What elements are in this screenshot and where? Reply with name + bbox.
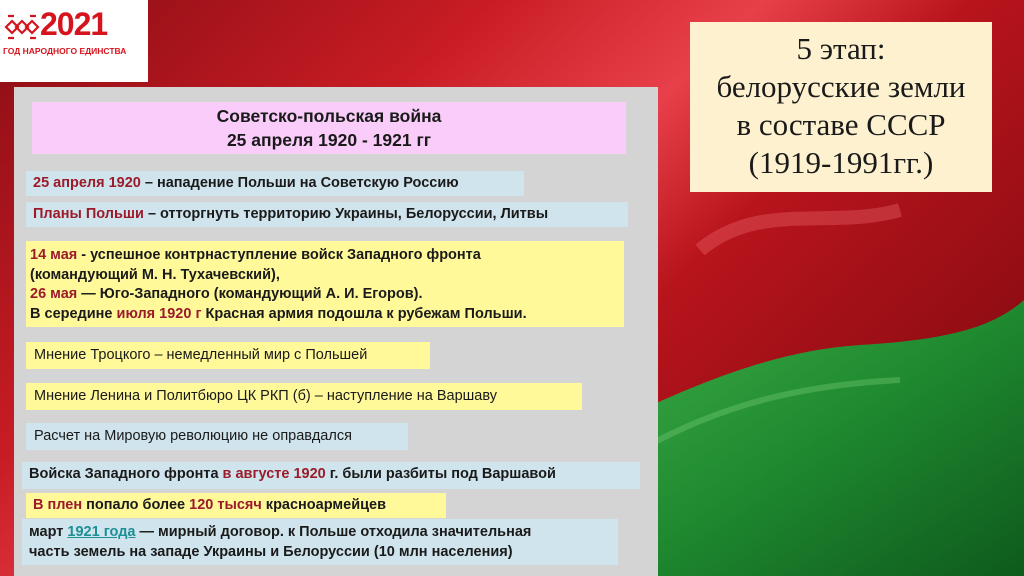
fact-treaty-link[interactable]: 1921 года [67,524,136,540]
fact-captivity-mid: попало более [82,497,190,513]
fact-plans-label: Планы Польши [33,206,144,222]
fact-world-revolution-text: Расчет на Мировую революцию не оправдался [34,428,352,444]
fact-defeat-post: г. были разбиты под Варшавой [325,466,556,482]
section-header [32,102,626,154]
fact-treaty [22,519,618,565]
header-title: Советско-польская война [216,106,442,126]
fact-offensive-text-3: — Юго-Западного (командующий А. И. Егоров). [77,286,423,302]
belarusian-ornament-icon [4,12,42,42]
fact-defeat-date: в августе 1920 [222,466,326,482]
fact-plans-text: – отторгнуть территорию Украины, Белоруссии, Литвы [143,206,549,222]
fact-treaty-line-2: часть земель на западе Украины и Белоруссии (10 млн населения) [29,543,513,560]
fact-defeat-pre: Войска Западного фронта [29,466,223,482]
fact-offensive-date-4: июля 1920 г [116,305,202,322]
logo-year: 2021 [40,6,108,42]
header-dates: 25 апреля 1920 - 1921 гг [226,130,432,150]
stage-title-line: (1919-1991гг.) [748,145,934,180]
year-of-unity-logo [0,0,148,82]
fact-offensive-date-1: 14 мая [30,247,78,263]
fact-trotsky [26,342,430,369]
stage-title-line: в составе СССР [736,107,946,142]
fact-captivity [26,493,446,518]
fact-attack-date: 25 апреля 1920 [33,175,141,191]
fact-captivity-red-1: В плен [33,497,83,513]
logo-motto: ГОД НАРОДНОГО ЕДИНСТВА [3,46,127,56]
fact-offensive-text-4b: Красная армия подошла к рубежам Польши. [201,305,527,322]
fact-attack [26,171,524,196]
fact-captivity-red-2: 120 тысяч [189,497,262,513]
fact-attack-text: – нападение Польши на Советскую Россию [140,175,459,191]
fact-offensive-text-1: - успешное контрнаступление войск Западного фронта [77,247,481,263]
fact-trotsky-text: Мнение Троцкого – немедленный мир с Польшей [34,347,368,363]
fact-treaty-post: — мирный договор. к Польше отходила значительная [135,524,532,540]
fact-offensive [26,241,624,327]
stage-title-line: белорусские земли [716,69,966,104]
fact-offensive-date-3: 26 мая [30,286,78,302]
stage-title-line: 5 этап: [796,31,886,66]
fact-offensive-text-4a: В середине [30,305,117,322]
stage-title-box [690,22,992,192]
fact-captivity-post: красноармейцев [261,497,386,513]
fact-offensive-text-2: (командующий М. Н. Тухачевский), [30,266,280,283]
fact-lenin-text: Мнение Ленина и Политбюро ЦК РКП (б) – наступление на Варшаву [34,388,498,404]
fact-lenin [26,383,582,410]
fact-world-revolution [26,423,408,450]
fact-plans [26,202,628,227]
fact-defeat [22,462,640,489]
fact-treaty-pre: март [29,524,68,540]
